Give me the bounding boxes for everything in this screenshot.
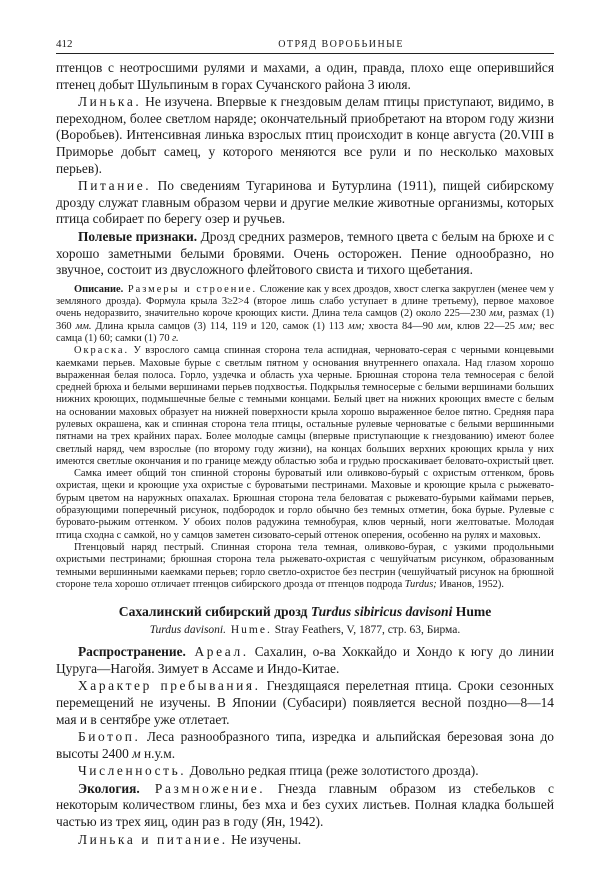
- species-latin-name: Turdus sibiricus davisoni: [310, 604, 453, 620]
- biotope-text: Леса разнообразного типа, изредка и альпийская березовая зона до высоты 2400: [56, 729, 554, 761]
- last-paragraph: [56, 832, 554, 849]
- size-text-b: размах (1) 360: [56, 308, 554, 332]
- juvenile-text-b: Иванов, 1952).: [436, 578, 504, 590]
- coloration-sublabel: Окраска.: [74, 345, 130, 357]
- numbers-label: Численность.: [78, 763, 187, 779]
- last-text: Не изучены.: [227, 831, 302, 847]
- synonym-reference: Stray Feathers, V, 1877, стр. 63, Бирма.: [271, 624, 461, 637]
- stay-paragraph: [56, 678, 554, 728]
- size-text-f: вес самца (1) 60; самки (1) 70: [56, 320, 554, 344]
- stay-label: Характер пребывания.: [78, 678, 261, 694]
- synonym-latin: Turdus davisoni.: [149, 624, 226, 637]
- unit-mm: мм.: [75, 320, 92, 332]
- biotope-text-2: н.у.м.: [140, 745, 176, 761]
- species-heading: [56, 603, 554, 620]
- distribution-paragraph: [56, 644, 554, 677]
- running-title: ОТРЯД ВОРОБЬИНЫЕ: [278, 39, 404, 50]
- molt-paragraph: [56, 94, 554, 177]
- size-text-d: хвоста 84—90: [364, 320, 438, 332]
- size-text-e: клюв 22—25: [453, 320, 519, 332]
- size-sublabel: Размеры и строение.: [123, 283, 258, 295]
- unit-mm: мм,: [489, 308, 506, 320]
- synonym-author: Hume.: [226, 624, 272, 637]
- coloration-paragraph: [56, 345, 554, 468]
- range-sublabel: Ареал.: [185, 644, 249, 660]
- unit-m: м: [132, 745, 141, 761]
- intro-paragraph: птенцов с неотросшими рулями и махами, а один, правда, плохо еще оперившийся птенец добыт Шульпиным в горах Сучанского района 3 июля.: [56, 60, 554, 92]
- numbers-paragraph: [56, 763, 554, 780]
- food-label: Питание.: [78, 178, 152, 194]
- unit-mm: мм;: [347, 320, 365, 332]
- ecology-paragraph: [56, 781, 554, 831]
- biotope-label: Биотоп.: [78, 729, 141, 745]
- running-header: [56, 38, 554, 54]
- female-paragraph: Самка имеет общий тон спинной стороны буроватый или оливково-бурый с охристым оттенком, бровь охристая, щеки и кроющие уха охристые с буроватыми пестринами. Маховые и кроющие крыла с рыжевато-бурым цветом на наружных опахалах. Брюшная сторона тела беловатая с рыжевато-бурыми каймами перьев, образующими поперечный рисунок, подбородок и горло обычно без темных отметин, бока бурые. Рулевые с буровато-рыжим оттенком. У обоих полов радужина темнобурая, клюв черный, ноги желтоватые. Молодая птица сходна с самкой, но у самцов заметен сизовато-серый оттенок оперения, особенно на рулях и маховых.: [56, 468, 554, 541]
- field-paragraph: [56, 229, 554, 279]
- breeding-sublabel: Размножение.: [139, 780, 266, 796]
- description-size-paragraph: [56, 284, 554, 345]
- subgenus-name: Turdus;: [404, 578, 437, 590]
- size-text-c: Длина крыла самцов (3) 114, 119 и 120, самок (1) 113: [91, 320, 348, 332]
- molt-label: Линька.: [78, 94, 142, 110]
- unit-mm: мм,: [437, 320, 453, 332]
- stay-text: Гнездящаяся перелетная птица. Сроки сезонных перемещений не изучены. В Японии (Субасири) появляется весной поздно—8—14 мая и в сентябре уже отлетает.: [56, 678, 554, 727]
- coloration-text: У взрослого самца спинная сторона тела аспидная, черновато-серая с черными концевыми каемками перьев. Маховые бурые с светлым пятном у основания внутреннего опахала. Над глазом хорошо выраженная белая полоса. Горло, уздечка и область уха черные. Брюшная сторона тела темносерая с белой средней брюха и белыми вершинами перьев подхвостья. Подкрылья темносерые с белыми вершинами больших нижних кроющих, подмышечные белые с темными концами. Белый цвет на нижних кроющих вместе с белым на основании маховых образует на нижней поверхности крыла хорошо выраженное белое пятно. Средняя пара рулевых окрашена, как и спинная сторона тела птицы, остальные рулевые черноватые с белыми вершинными пятнами на трех крайних парах. Более молодые самцы (впервые приступающие к гнездованию) имеют более светлый наряд, чем взрослые (по второму году жизни), на концах больших верхних кроющих крыла у них имеются светлые окончания и по границе между областью зоба и грудью проскакивает беловато-охристый цвет.: [56, 345, 554, 467]
- synonym-line: [56, 623, 554, 638]
- unit-mm: мм;: [518, 320, 536, 332]
- page-number: 412: [56, 38, 73, 50]
- numbers-text: Довольно редкая птица (реже золотистого дрозда).: [186, 763, 479, 779]
- species-author: Hume: [452, 604, 492, 620]
- molt-text: Не изучена. Впервые к гнездовым делам птицы приступают, видимо, в переходном, более светлом наряде; окончательный приобретают на втором году жизни (Воробьев). Интенсивная линька взрослых птиц происходит в конце августа (20.VIII в Приморье добыт самец, у которого меняются все рули и по несколько маховых перьев).: [56, 94, 554, 176]
- juvenile-text-a: Птенцовый наряд пестрый. Спинная сторона тела темная, оливково-бурая, с узкими продольными охристыми пестринами; брюшная сторона тела рыжевато-охристая с чешуйчатым рисунком, образованным темными вершинными каемками перьев; горло светло-охристое без пестрин (чешуйчатый рисунок на брюшной стороне тела хорошо отличает птенцов сибирского дрозда от птенцов подрода: [56, 541, 554, 590]
- size-text-a: Сложение как у всех дроздов, хвост слегка закруглен (менее чем у земляного дрозда). Формула крыла 3≥2>4 (второе лишь слабо уступает в длине третьему), первое маховое очень недоразвито, значительно короче кроющих кисти. Длина тела самцов (2) около 225—230: [56, 283, 554, 320]
- last-label: Линька и питание.: [78, 831, 228, 847]
- species-heading-text: Сахалинский сибирский дрозд: [118, 604, 311, 620]
- distribution-label: Распространение.: [78, 644, 186, 660]
- ecology-label: Экология.: [78, 780, 140, 796]
- page: [56, 38, 554, 848]
- field-text: Дрозд средних размеров, темного цвета с белым на брюхе и с хорошо заметными белыми бровями. Очень осторожен. Пение однообразно, но звучное, состоит из двусложного флейтового свиста и тихого щебетания.: [56, 228, 554, 278]
- food-paragraph: [56, 178, 554, 228]
- juvenile-paragraph: [56, 542, 554, 591]
- biotope-paragraph: [56, 729, 554, 762]
- ecology-text: Гнезда главным образом из стебельков с некоторым количеством глины, без мха и без сухих листьев. Полная кладка большей частью из трех яиц, один раз в году (Ян, 1942).: [56, 780, 555, 830]
- distribution-text: Сахалин, о-ва Хоккайдо и Хондо к югу до линии Цуруга—Нагойя. Зимует в Ассаме и Индо-Китае.: [56, 644, 554, 676]
- unit-g: г.: [172, 332, 179, 344]
- field-label: Полевые признаки.: [78, 228, 198, 244]
- food-text: По сведениям Тугаринова и Бутурлина (1911), пищей сибирскому дрозду служат главным образом черви и другие мелкие животные организмы, которых птица собирает по берегу озер и ручьев.: [56, 178, 554, 227]
- description-label: Описание.: [74, 283, 124, 295]
